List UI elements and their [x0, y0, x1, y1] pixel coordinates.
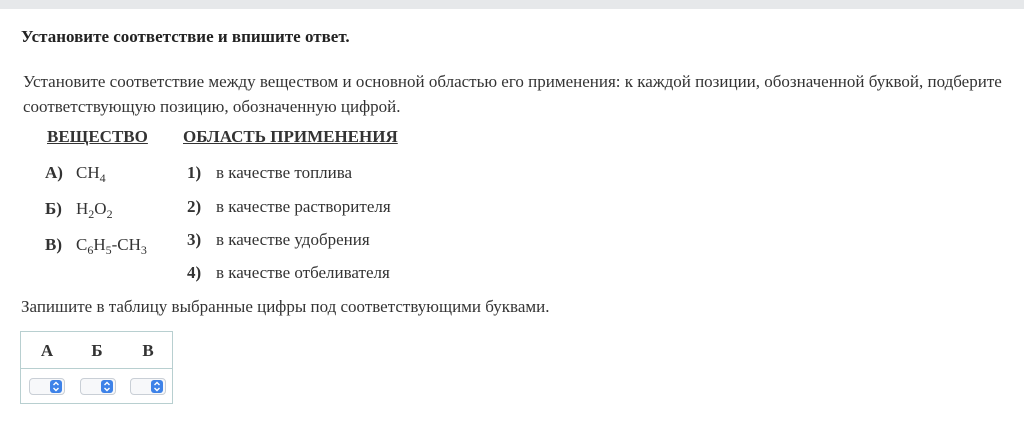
answer-header-b: Б — [91, 341, 103, 360]
substance-formula-v: $C_6H_5-CH_3$ — [76, 235, 147, 257]
substance-formula-b: $H_2O_2$ — [76, 199, 113, 221]
chevron-up-down-icon — [151, 380, 163, 393]
answer-select-v[interactable] — [130, 378, 166, 395]
application-label-4: 4) — [187, 263, 202, 282]
substance-label-a: А) — [45, 163, 63, 182]
application-label-2: 2) — [187, 197, 202, 216]
answer-header-v: В — [142, 341, 154, 360]
application-label-3: 3) — [187, 230, 202, 249]
application-text-4: в качестве отбеливателя — [216, 263, 390, 282]
chevron-up-down-icon — [50, 380, 62, 393]
substance-label-b: Б) — [45, 199, 62, 218]
task-footer: Запишите в таблицу выбранные цифры под соответствующими буквами. — [21, 297, 550, 316]
task-intro: Установите соответствие между веществом и основной областью его применения: к каждой позиции, обозначенной буквой, подберите соответствующую позицию, обозначенную цифрой. — [23, 72, 1002, 116]
application-text-2: в качестве растворителя — [216, 197, 391, 216]
application-text-3: в качестве удобрения — [216, 230, 370, 249]
answer-select-b[interactable] — [80, 378, 116, 395]
column-header-application: ОБЛАСТЬ ПРИМЕНЕНИЯ — [183, 127, 398, 146]
top-bar — [0, 0, 1024, 9]
substance-label-v: В) — [45, 235, 62, 254]
column-header-substance: ВЕЩЕСТВО — [47, 127, 148, 146]
answer-header-a: А — [40, 341, 54, 360]
answer-table-header — [21, 332, 172, 369]
chevron-up-down-icon — [101, 380, 113, 393]
substance-formula-a: $CH_4$ — [76, 163, 106, 185]
task-heading: Установите соответствие и впишите ответ. — [21, 27, 350, 46]
answer-select-a[interactable] — [29, 378, 65, 395]
application-text-1: в качестве топлива — [216, 163, 353, 182]
application-label-1: 1) — [187, 163, 202, 182]
answer-table — [20, 331, 173, 404]
